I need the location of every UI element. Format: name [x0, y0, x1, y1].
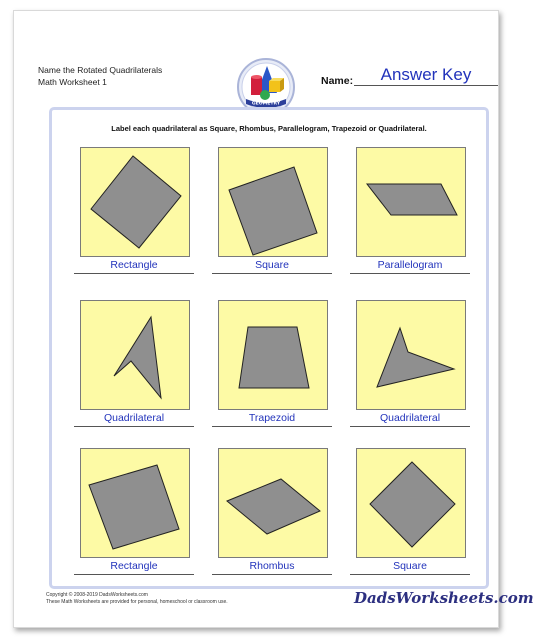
answer-label: Quadrilateral — [103, 412, 165, 424]
answer-label: Rhombus — [249, 560, 295, 572]
answer-line — [74, 574, 194, 575]
shape-card — [356, 300, 466, 410]
rotated-rectangle-shape — [81, 148, 191, 258]
answer-line — [350, 574, 470, 575]
answer-label: Quadrilateral — [379, 412, 441, 424]
worksheet-subtitle: Math Worksheet 1 — [38, 77, 107, 87]
answer-label: Square — [255, 259, 289, 271]
worksheet-page — [13, 10, 534, 628]
shape-card — [356, 448, 466, 558]
shape-card — [218, 300, 328, 410]
problem-8 — [212, 448, 332, 584]
name-label: Name: — [321, 75, 354, 87]
usage-note: These Math Worksheets are provided for personal, homeschool or classroom use. — [46, 599, 228, 605]
shape-card — [80, 448, 190, 558]
problem-5 — [212, 300, 332, 436]
answer-line — [74, 273, 194, 274]
shape-card — [80, 300, 190, 410]
instructions: Label each quadrilateral as Square, Rhombus, Parallelogram, Trapezoid or Quadrilateral. — [111, 124, 427, 133]
problem-1 — [74, 147, 194, 283]
copyright-text: Copyright © 2008-2019 DadsWorksheets.com — [46, 592, 148, 598]
answer-line — [212, 273, 332, 274]
answer-line — [74, 426, 194, 427]
parallelogram-shape — [357, 148, 467, 258]
answer-label: Rectangle — [110, 259, 158, 271]
answer-label: Rectangle — [110, 560, 158, 572]
problem-4 — [74, 300, 194, 436]
problems-panel — [49, 107, 489, 589]
rotated-square-shape — [357, 449, 467, 559]
footer — [46, 592, 228, 606]
name-underline — [354, 85, 498, 86]
answer-label: Parallelogram — [377, 259, 443, 271]
answer-line — [212, 426, 332, 427]
answer-label: Trapezoid — [248, 412, 296, 424]
quadrilateral-shape — [81, 301, 191, 411]
problem-2 — [212, 147, 332, 283]
answer-label: Square — [393, 560, 427, 572]
rotated-square-shape — [219, 148, 329, 258]
worksheet-title: Name the Rotated Quadrilaterals — [38, 65, 163, 75]
answer-line — [350, 426, 470, 427]
shape-card — [218, 448, 328, 558]
problem-6 — [350, 300, 470, 436]
logo-lettering: GEOMETRY — [251, 101, 281, 107]
quadrilateral-shape — [357, 301, 467, 411]
rhombus-shape — [219, 449, 329, 559]
shape-card — [356, 147, 466, 257]
trapezoid-shape — [219, 301, 329, 411]
shape-card — [218, 147, 328, 257]
brand-logo: DadsWorksheets.com — [354, 589, 534, 607]
shape-card — [80, 147, 190, 257]
answer-line — [212, 574, 332, 575]
problem-7 — [74, 448, 194, 584]
answer-key-heading: Answer Key — [380, 65, 472, 84]
rotated-rectangle-shape — [81, 449, 191, 559]
problem-9 — [350, 448, 470, 584]
answer-line — [350, 273, 470, 274]
problem-3 — [350, 147, 470, 283]
